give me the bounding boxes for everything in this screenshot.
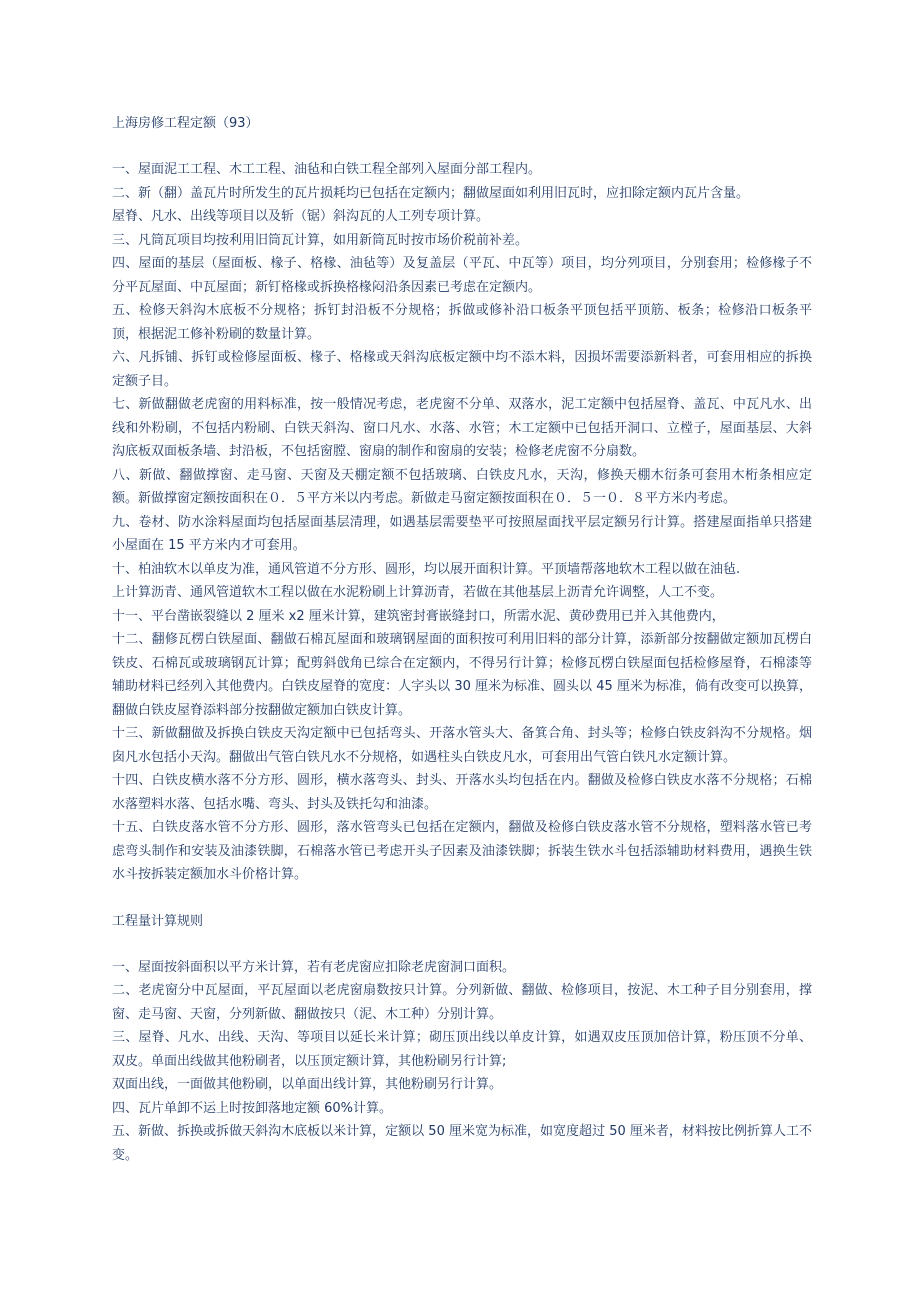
rule-3-continued: 双面出线，一面做其他粉刷，以单面出线计算，其他粉刷另行计算。 — [112, 1077, 503, 1092]
rule-2: 二、老虎窗分中瓦屋面，平瓦屋面以老虎窗扇数按只计算。分列新做、翻做、检修项目，按泥、木工种子目分别套用，撑窗、走马窗、天窗，分列新做、翻做按只（泥、木工种）分别计算。 — [112, 983, 812, 1022]
section-title: 工程量计算规则 — [112, 913, 204, 929]
paragraph-4: 四、屋面的基层（屋面板、椽子、格椽、油毡等）及复盖层（平瓦、中瓦等）项目，均分列项目，分别套用；检修椽子不分平瓦屋面、中瓦屋面；新钉格椽或拆换格椽闷沿条因素已考虑在定额内。 — [112, 256, 812, 295]
rule-4: 四、瓦片单卸不运上时按卸落地定额 60%计算。 — [112, 1100, 393, 1116]
paragraph-7: 七、新做翻做老虎窗的用料标准，按一般情况考虑，老虎窗不分单、双落水，泥工定额中包括屋脊、盖瓦、中瓦凡水、出线和外粉刷，不包括内粉刷、白铁天斜沟、窗口凡水、水落、水管；木工定额中已包括开洞口、立樘子，屋面基层、大斜沟底板双面板条墙、封沿板，不包括窗膛、窗扇的制作和窗扇的安装；检修老虎窗不分扇数。 — [112, 397, 812, 459]
paragraph-1: 一、屋面泥工工程、木工工程、油毡和白铁工程全部列入屋面分部工程内。 — [112, 162, 542, 177]
rule-3: 三、屋脊、凡水、出线、天沟、等项目以延长米计算；砌压顶出线以单皮计算，如遇双皮压顶加倍计算，粉压顶不分单、双皮。单面出线做其他粉刷者，以压顶定额计算，其他粉刷另行计算; — [112, 1030, 812, 1069]
paragraph-9: 九、卷材、防水涂料屋面均包括屋面基层清理，如遇基层需要垫平可按照屋面找平层定额另行计算。搭建屋面指单只搭建小屋面在 15 平方米内才可套用。 — [112, 514, 812, 553]
rule-1: 一、屋面按斜面积以平方米计算，若有老虎窗应扣除老虎窗洞口面积。 — [112, 959, 516, 975]
paragraph-12: 十二、翻修瓦楞白铁屋面、翻做石棉瓦屋面和玻璃钢屋面的面积按可利用旧料的部分计算，添新部分按翻做定额加瓦楞白铁皮、石棉瓦或玻璃钢瓦计算；配剪斜戗角已综合在定额内，不得另行计算；检修瓦楞白铁屋面包括检修屋脊，石棉漆等辅助材料已经列入其他费内。白铁皮屋脊的宽度：人字头以 30 厘米为标准、圆头以 45 厘米为标准，倘有改变可以换算，翻做白铁皮屋脊添料部分按翻做定额加白铁皮计算。 — [112, 632, 812, 718]
paragraph-5: 五、检修天斜沟木底板不分规格；拆钉封沿板不分规格；拆做或修补沿口板条平顶包括平顶筋、板条；检修沿口板条平顶，根据泥工修补粉刷的数量计算。 — [112, 303, 812, 342]
paragraph-8: 八、新做、翻做撑窗、走马窗、天窗及天棚定额不包括玻璃、白铁皮凡水，天沟，修换天棚木衍条可套用木桁条相应定额。新做撑窗定额按面积在０．５平方米以内考虑。新做走马窗定额按面积在０．５一０．８平方米内考虑。 — [112, 467, 812, 506]
paragraph-2-continued: 屋脊、凡水、出线等项目以及斩（锯）斜沟瓦的人工列专项计算。 — [112, 209, 490, 224]
paragraph-6: 六、凡拆铺、拆钉或检修屋面板、椽子、格椽或天斜沟底板定额中均不添木料，因损坏需要添新料者，可套用相应的拆换定额子目。 — [112, 350, 812, 389]
paragraph-13: 十三、新做翻做及拆换白铁皮天沟定额中已包括弯头、开落水管头大、备箕合角、封头等；检修白铁皮斜沟不分规格。烟囱凡水包括小天沟。翻做出气管白铁凡水不分规格，如遇柱头白铁皮凡水，可套用出气管白铁凡水定额计算。 — [112, 726, 812, 765]
blank-line — [112, 887, 812, 910]
paragraph-14: 十四、白铁皮横水落不分方形、圆形，横水落弯头、封头、开落水头均包括在内。翻做及检修白铁皮水落不分规格；石棉水落塑料水落、包括水嘴、弯头、封头及铁托勾和油漆。 — [112, 773, 812, 812]
paragraph-11: 十一、平台凿嵌裂缝以 2 厘米 x2 厘米计算，建筑密封膏嵌缝封口，所需水泥、黄砂费用已并入其他费内， — [112, 608, 725, 624]
document-title: 上海房修工程定额（93） — [112, 116, 259, 131]
blank-line — [112, 135, 812, 158]
document-body — [112, 112, 812, 1167]
rule-5: 五、新做、拆换或拆做天斜沟木底板以米计算，定额以 50 厘米宽为标准，如宽度超过 50 厘米者，材料按比例折算人工不变。 — [112, 1124, 812, 1163]
blank-line — [112, 933, 812, 956]
paragraph-10: 十、柏油软木以单皮为准，通风管道不分方形、圆形，均以展开面积计算。平顶墙帮落地软木工程以做在油毡. — [112, 561, 741, 577]
paragraph-2: 二、新（翻）盖瓦片时所发生的瓦片损耗均已包括在定额内；翻做屋面如利用旧瓦时，应扣除定额内瓦片含量。 — [112, 185, 750, 201]
paragraph-15: 十五、白铁皮落水管不分方形、圆形，落水管弯头已包括在定额内，翻做及检修白铁皮落水管不分规格，塑料落水管已考虑弯头制作和安装及油漆铁脚，石棉落水管已考虑开头子因素及油漆铁脚；拆装生铁水斗包括添辅助材料费用，遇换生铁水斗按拆装定额加水斗价格计算。 — [112, 820, 812, 882]
paragraph-3: 三、凡筒瓦项目均按利用旧筒瓦计算，如用新筒瓦时按市场价税前补差。 — [112, 232, 529, 248]
paragraph-10-continued: 上计算沥青、通风管道软木工程以做在水泥粉刷上计算沥青，若做在其他基层上沥青允许调整，人工不变。 — [112, 585, 724, 600]
